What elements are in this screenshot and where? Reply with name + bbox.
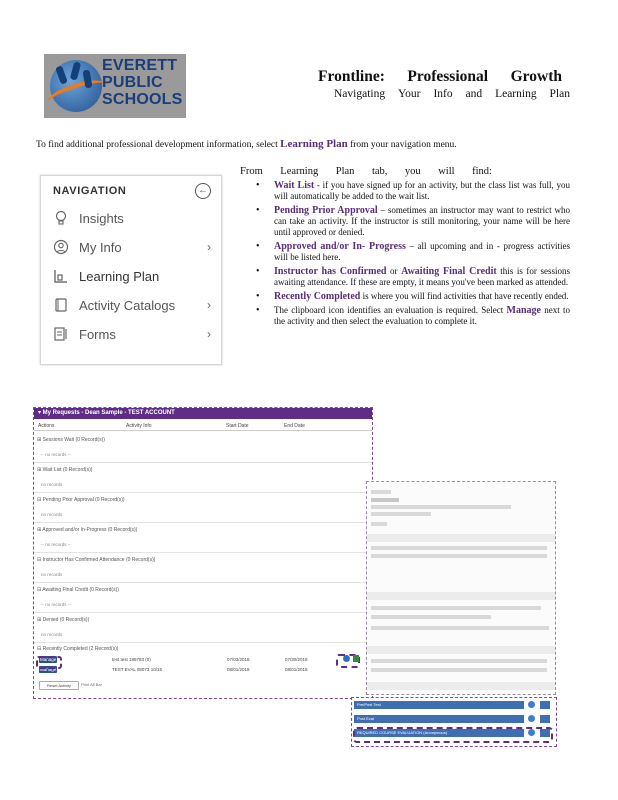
group-header[interactable]: ⊟ Instructor Has Confirmed Attendance (0 Record(s)) bbox=[37, 557, 156, 563]
bullet-pending-prior-approval: • Pending Prior Approval – sometimes an instructor may want to restrict who can take an activity. If the instructor is still monitoring, your name will be here until approved or denied. bbox=[256, 205, 570, 238]
navigation-panel bbox=[40, 175, 222, 365]
learning-plan-highlight: Learning Plan bbox=[280, 138, 348, 150]
column-header: Start Date bbox=[226, 423, 249, 429]
column-header: Activity Info bbox=[126, 423, 152, 429]
page-subtitle: Navigating Your Info and Learning Plan bbox=[334, 88, 570, 100]
forms-icon bbox=[53, 326, 69, 342]
intro-paragraph: To find additional professional development information, select Learning Plan from your navigation menu. bbox=[36, 138, 457, 150]
group-header[interactable]: ⊟ Recently Completed (2 Record(s)) bbox=[37, 646, 119, 652]
no-records-text: no records bbox=[41, 572, 63, 577]
bullet-recently-completed: • Recently Completed is where you will find activities that have recently ended. bbox=[256, 291, 570, 302]
navigation-heading: NAVIGATION bbox=[53, 185, 127, 197]
clipboard-icon[interactable] bbox=[353, 655, 359, 662]
go-icon[interactable] bbox=[540, 715, 550, 723]
evaluation-button[interactable]: Pre/Post Test bbox=[354, 701, 524, 709]
nav-item-label: Forms bbox=[79, 326, 116, 342]
group-header[interactable]: ⊞ Approved and/or In-Progress (0 Record(s)) bbox=[37, 527, 138, 533]
activity-detail-panel bbox=[366, 481, 556, 695]
no-records-text: no records bbox=[41, 482, 63, 487]
group-header[interactable]: ⊟ Awaiting Final Credit (0 Record(s)) bbox=[37, 587, 119, 593]
learning-plan-bullets bbox=[256, 180, 570, 330]
no-records-text: -- no records -- bbox=[41, 602, 71, 607]
no-records-text: -- no records -- bbox=[41, 542, 71, 547]
bullet-clipboard-evaluation: • The clipboard icon identifies an evaluation is required. Select Manage next to the activity and then select the evaluation to complete it. bbox=[256, 305, 570, 327]
bullet-instructor-confirmed: • Instructor has Confirmed or Awaiting Final Credit this is for sessions awaiting attendance. If these are empty, it means you've been marked as attended. bbox=[256, 266, 570, 288]
column-header: Actions bbox=[38, 423, 55, 429]
nav-item-label: Learning Plan bbox=[79, 268, 160, 284]
no-records-text: -- no records -- bbox=[41, 452, 71, 457]
lightbulb-icon bbox=[53, 210, 69, 226]
chart-icon bbox=[53, 268, 69, 284]
page-title: Frontline: Professional Growth bbox=[318, 68, 562, 85]
chevron-right-icon: › bbox=[207, 327, 211, 341]
go-icon[interactable] bbox=[540, 701, 550, 709]
group-header[interactable]: ⊟ Pending Prior Approval (0 Record(s)) bbox=[37, 497, 125, 503]
requests-header: ▾ My Requests - Dean Sample - TEST ACCOUNT bbox=[34, 408, 372, 419]
bullet-wait-list: • Wait List - if you have signed up for an activity, but the class list was full, you will automatically be added to the wait list. bbox=[256, 180, 570, 202]
nav-item-label: My Info bbox=[79, 239, 122, 255]
help-icon[interactable] bbox=[528, 715, 535, 722]
district-logo bbox=[44, 54, 186, 118]
nav-item-my-info[interactable] bbox=[53, 235, 213, 259]
reset-button[interactable]: Reset Activity bbox=[39, 681, 79, 690]
nav-item-label: Activity Catalogs bbox=[79, 297, 176, 313]
my-requests-panel: ▾ My Requests - Dean Sample - TEST ACCOUNT Actions Activity Info Start Date End Date ⊞ Sessions Wait (0 Record(s)) -- no records -- ⊞ Wait List (0 Record(s)) no records ⊟ Pending Prior Approval (0 Record(s)) no records ⊞ Approved and/or In-Progress (0 Record(s)) -- no records -- ⊟ Instructor Has Confirmed Attendance (0 Record(s)) no records ⊟ Awaiting Final Credit (0 Record(s)) -- no records -- ⊞ Denied (0 Record(s)) no records ⊟ Recently Completed (2 Record(s)) Manage test test 189783 (0) 07/03/2018 07/30/2018 Manage TEST EVAL 08073 10/15 08/01/2018 08/01/2018 Reset Activity Print All Bar bbox=[33, 407, 373, 699]
no-records-text: no records bbox=[41, 632, 63, 637]
group-header[interactable]: ⊞ Sessions Wait (0 Record(s)) bbox=[37, 437, 105, 443]
evaluation-button[interactable]: REQUIRED COURSE EVALUATION (Anonymous) bbox=[354, 729, 524, 737]
nav-item-learning-plan[interactable] bbox=[53, 264, 213, 288]
evaluation-button[interactable]: Post Eval bbox=[354, 715, 524, 723]
group-header[interactable]: ⊞ Wait List (0 Record(s)) bbox=[37, 467, 93, 473]
print-link[interactable]: Print All Bar bbox=[81, 682, 102, 687]
manage-highlight bbox=[36, 656, 62, 669]
chevron-right-icon: › bbox=[207, 240, 211, 254]
evaluation-panel bbox=[351, 697, 557, 747]
user-circle-icon bbox=[53, 239, 69, 255]
bullet-approved-in-progress: • Approved and/or In- Progress – all upcoming and in - progress activities will be listed here. bbox=[256, 241, 570, 263]
nav-item-activity-catalogs[interactable] bbox=[53, 293, 213, 317]
logo-text: EVERETT PUBLIC SCHOOLS bbox=[102, 57, 183, 108]
info-icon[interactable] bbox=[343, 655, 350, 662]
nav-item-label: Insights bbox=[79, 210, 124, 226]
nav-item-forms[interactable] bbox=[53, 322, 213, 346]
from-learning-plan-line: From Learning Plan tab, you will find: bbox=[240, 166, 492, 177]
column-header: End Date bbox=[284, 423, 305, 429]
chevron-right-icon: › bbox=[207, 298, 211, 312]
evaluation-highlight bbox=[353, 727, 553, 743]
requests-column-headers bbox=[34, 422, 372, 431]
book-icon bbox=[53, 297, 69, 313]
group-header[interactable]: ⊞ Denied (0 Record(s)) bbox=[37, 617, 90, 623]
help-icon[interactable] bbox=[528, 701, 535, 708]
no-records-text: no records bbox=[41, 512, 63, 517]
collapse-icon[interactable]: ← bbox=[195, 183, 211, 199]
nav-item-insights[interactable] bbox=[53, 206, 213, 230]
